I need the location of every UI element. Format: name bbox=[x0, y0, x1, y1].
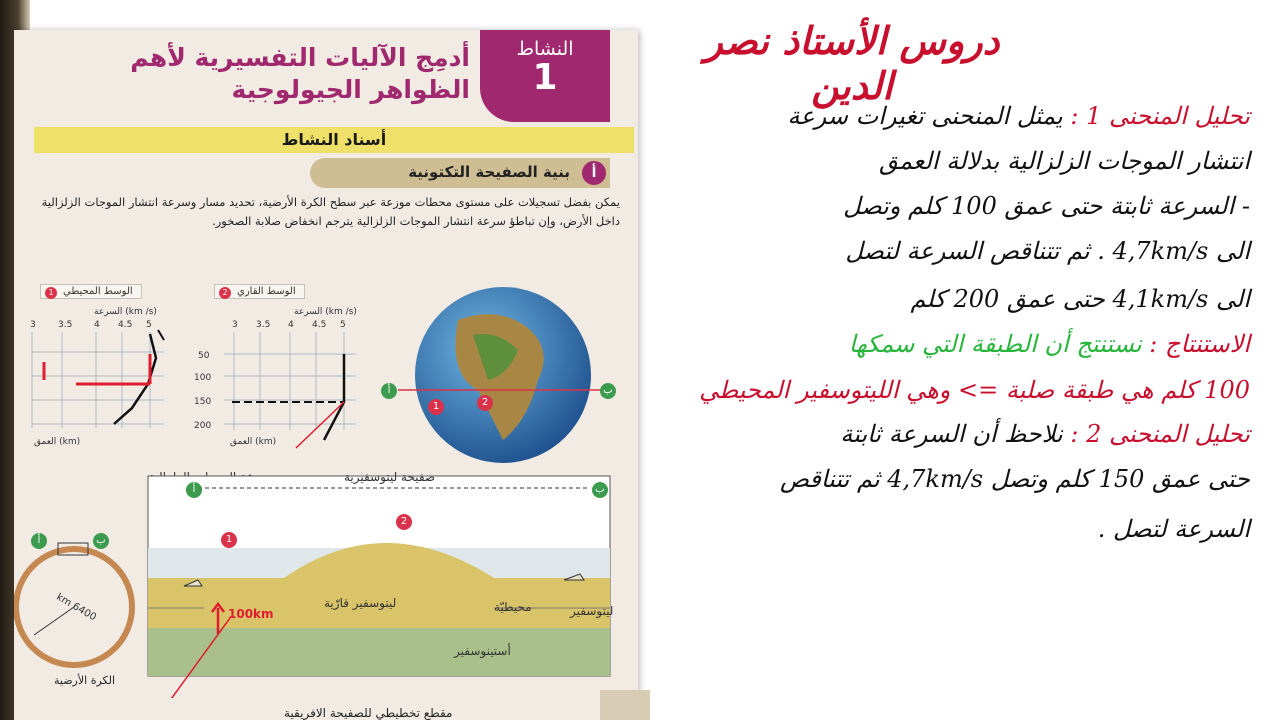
continental-label: ليتوسفير قارّية bbox=[324, 596, 397, 610]
note-line bbox=[780, 465, 1250, 493]
earth-radius-line bbox=[34, 607, 74, 635]
note-line bbox=[699, 376, 1250, 404]
earth-radius-label: 6400 km bbox=[54, 591, 98, 624]
plate-label: صفيحة ليتوسفيرية bbox=[344, 470, 436, 484]
chart-continental-badge-label: الوسط القاري bbox=[237, 286, 296, 297]
notes-panel bbox=[650, 0, 1280, 720]
globe-marker-a: أ bbox=[381, 383, 397, 399]
note-line-text: نستنتج أن الطبقة التي سمكها bbox=[848, 330, 1142, 358]
note-line-text: يمثل المنحنى تغيرات سرعة bbox=[787, 102, 1063, 130]
note-line-text: انتشار الموجات الزلزالية بدلالة العمق bbox=[879, 147, 1250, 175]
brand-title: دروس الأستاذ نصر الدين bbox=[704, 18, 1000, 108]
note-line-text: 100 كلم هي طبقة صلبة => وهي الليتوسفير المحيطي bbox=[699, 376, 1250, 404]
note-line-prefix: تحليل المنحنى 1 : bbox=[1062, 102, 1250, 130]
note-line-prefix: تحليل المنحنى 2 : bbox=[1062, 420, 1250, 448]
textbook-page bbox=[14, 30, 638, 720]
chart-continental bbox=[184, 300, 384, 450]
chart-oceanic-annotation bbox=[44, 354, 150, 384]
chart-continental-curve bbox=[324, 354, 344, 440]
chart-continental-badge bbox=[214, 284, 305, 299]
chart-oceanic-handwriting bbox=[158, 330, 164, 340]
book-corner bbox=[600, 690, 650, 720]
note-line-text: حتى عمق 150 كلم وتصل 4,7km/s ثم تتناقص bbox=[779, 465, 1250, 493]
note-line bbox=[911, 285, 1250, 313]
note-line bbox=[849, 330, 1250, 358]
chart-continental-tick: 5 bbox=[340, 320, 346, 330]
globe-figure bbox=[378, 280, 628, 470]
chart-continental-tick: 3 bbox=[232, 320, 238, 330]
chart-oceanic-tick: 4 bbox=[94, 320, 100, 330]
note-line-text: الى 4,1km/s حتى عمق 200 كلم bbox=[910, 285, 1250, 313]
chart-continental-ytick: 200 bbox=[194, 421, 212, 431]
note-line bbox=[787, 102, 1250, 130]
chart-continental-tick: 3.5 bbox=[256, 320, 271, 330]
chart-continental-depth-label: العمق (km) bbox=[230, 437, 277, 447]
section-heading bbox=[310, 158, 610, 188]
lithosphere-label: ليتوسفير bbox=[570, 604, 614, 618]
activity-tab bbox=[480, 30, 610, 122]
chart-continental-ytick: 150 bbox=[194, 397, 212, 407]
chart-continental-tick: 4.5 bbox=[312, 320, 327, 330]
earth-marker-a: أ bbox=[31, 533, 47, 549]
note-line bbox=[840, 420, 1250, 448]
section-title: بنية الصفيحة التكتونية bbox=[408, 163, 570, 181]
note-line-text: نلاحظ أن السرعة ثابتة bbox=[840, 420, 1063, 448]
earth-caption: الكرة الأرضية bbox=[54, 674, 116, 687]
activity-label: النشاط bbox=[516, 38, 574, 60]
chart-oceanic-tick: 5 bbox=[146, 320, 152, 330]
cross-section bbox=[144, 468, 624, 698]
note-line bbox=[1098, 515, 1250, 543]
activity-title: أدمِج الآليات التفسيرية لأهم الظواهر الجيولوجية bbox=[130, 43, 470, 104]
chart-continental-red-mark bbox=[296, 402, 344, 448]
note-line bbox=[845, 237, 1250, 265]
chart-continental-badge-number: 2 bbox=[219, 287, 231, 299]
chart-oceanic-tick: 3 bbox=[30, 320, 36, 330]
note-line bbox=[879, 147, 1250, 175]
note-line-text: - السرعة ثابتة حتى عمق 100 كلم وتصل bbox=[843, 192, 1250, 220]
intro-paragraph: يمكن بفضل تسجيلات على مستوى محطات موزعة عبر سطح الكرة الأرضية، تحديد مسار وسرعة انتشار الموجات الزلزالية داخل الأرض، وإن تباطؤ سرعة انتشار الموجات الزلزالية يترجم انخفاض صلابة الصخور. bbox=[41, 195, 620, 228]
section-marker-b: ب bbox=[592, 482, 608, 498]
section-marker-a: أ bbox=[186, 482, 202, 498]
chart-oceanic-depth-label: العمق (km) bbox=[34, 437, 81, 447]
figure-caption: مقطع تخطيطي للصفيحة الافريقية bbox=[284, 706, 453, 720]
note-line-prefix: الاستنتاج : bbox=[1141, 330, 1250, 358]
chart-oceanic-badge-label: الوسط المحيطي bbox=[63, 286, 133, 297]
section-marker-1: 1 bbox=[221, 532, 237, 548]
chart-oceanic-grid bbox=[32, 332, 164, 428]
chart-continental-speed-label: السرعة (km /s) bbox=[294, 307, 357, 317]
chart-oceanic-badge-number: 1 bbox=[45, 287, 57, 299]
chart-continental-tick: 4 bbox=[288, 320, 294, 330]
note-line bbox=[843, 192, 1250, 220]
chart-oceanic-tick: 3.5 bbox=[58, 320, 73, 330]
asthenosphere-label: أستينوسفير bbox=[454, 644, 511, 658]
section-letter: أ bbox=[582, 161, 606, 185]
note-line-text: الى 4,7km/s . ثم تتناقص السرعة لتصل bbox=[845, 237, 1250, 265]
oceanic-label: محيطيّة bbox=[494, 600, 532, 614]
chart-continental-ytick: 100 bbox=[194, 373, 212, 383]
chart-oceanic bbox=[14, 300, 174, 450]
globe-marker-b: ب bbox=[600, 383, 616, 399]
section-marker-2: 2 bbox=[396, 514, 412, 530]
activity-number: 1 bbox=[532, 57, 558, 98]
depth-annotation: 100km bbox=[228, 607, 274, 621]
chart-oceanic-tick: 4.5 bbox=[118, 320, 133, 330]
chart-continental-ytick: 50 bbox=[198, 351, 210, 361]
chart-oceanic-speed-label: السرعة (km /s) bbox=[94, 307, 157, 317]
globe-marker-2: 2 bbox=[477, 395, 493, 411]
globe-marker-1: 1 bbox=[428, 399, 444, 415]
earth-marker-b: ب bbox=[93, 533, 109, 549]
note-line-text: السرعة لتصل . bbox=[1097, 515, 1250, 543]
activity-banner: أسناد النشاط bbox=[34, 127, 634, 153]
chart-oceanic-badge bbox=[40, 284, 142, 299]
